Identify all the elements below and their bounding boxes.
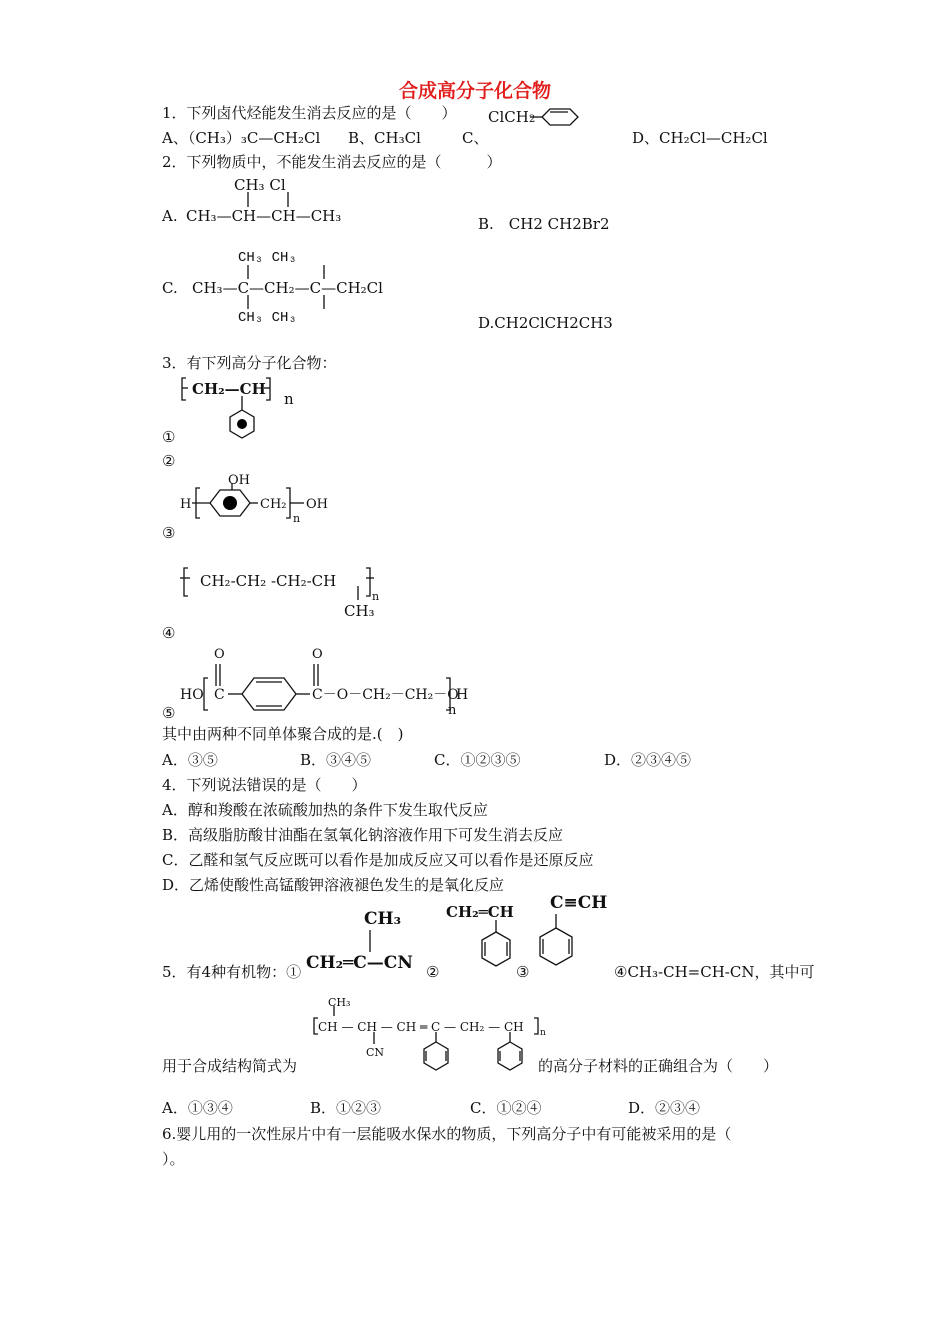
q6-line-2: ）。 <box>162 1150 185 1168</box>
q5-s1-main: CH₂═C—CN <box>306 953 413 973</box>
q3-label-1: ① <box>162 428 176 446</box>
q2-option-c-label: C. <box>162 279 178 297</box>
q3-polymer-5-c1: C <box>214 687 225 703</box>
q4-option-d: D．乙烯使酸性高锰酸钾溶液褪色发生的是氧化反应 <box>162 876 505 894</box>
q5-s2-ring <box>476 920 516 970</box>
q3-polymer-3-oh-top: OH <box>228 473 250 488</box>
q3-polymer-5-ho: HO <box>180 687 204 703</box>
page-title: 合成高分子化合物 <box>398 80 551 102</box>
q5-line2-b: 的高分子材料的正确组合为（ ） <box>538 1057 779 1075</box>
q3-option-a: A．③⑤ <box>162 751 218 769</box>
q2-option-c-bottom: CH₃ CH₃ <box>238 310 297 326</box>
q3-question: 其中由两种不同单体聚合成的是.( ) <box>162 725 404 743</box>
q5-s3-ring <box>536 914 580 970</box>
q1-option-a: A、（CH₃）₃C—CH₂Cl <box>162 129 321 147</box>
q3-polymer-4-main: CH₂-CH₂ -CH₂-CH <box>200 572 337 590</box>
q5-stem: 5．有4种有机物：① <box>162 963 302 981</box>
q4-option-b: B．高级脂肪酸甘油酯在氢氧化钠溶液作用下可发生消去反应 <box>162 826 564 844</box>
q4-stem: 4．下列说法错误的是（ ） <box>162 776 367 794</box>
q5-poly-ch3: CH₃ <box>328 996 351 1009</box>
q5-line2-a: 用于合成结构简式为 <box>162 1057 298 1075</box>
q2-stem: 2．下列物质中，不能发生消去反应的是（ ） <box>162 153 502 171</box>
q3-polymer-3-ch2: CH₂ <box>260 497 287 512</box>
q5-option-a: A．①③④ <box>162 1099 233 1117</box>
q1-struct-label: ClCH <box>488 108 529 126</box>
q3-polymer-5-o-top-2: O <box>312 647 323 662</box>
q3-option-b: B．③④⑤ <box>300 751 372 769</box>
q3-polymer-1-main: CH₂—CH <box>192 380 266 398</box>
q3-polymer-4-n: n <box>372 590 380 603</box>
q5-number-2: ② <box>426 963 440 981</box>
q3-polymer-3-n: n <box>293 512 301 525</box>
q2-option-b: B. CH2 CH2Br2 <box>478 215 610 233</box>
q5-option-c: C．①②④ <box>470 1099 542 1117</box>
q3-polymer-5-n: n <box>448 703 457 718</box>
q1-option-b: B、CH₃Cl <box>348 129 421 147</box>
q5-poly-structure <box>312 1006 552 1074</box>
q1-benzene-ring <box>530 106 586 128</box>
q5-s1-bond <box>366 930 376 954</box>
q3-polymer-5-chain: C－O－CH₂－CH₂－O <box>312 687 459 703</box>
q3-polymer-1-n: n <box>284 390 294 408</box>
q2-option-a-bonds <box>240 192 300 208</box>
q3-polymer-4-sub: CH₃ <box>344 602 375 620</box>
q6-line-1: 6.婴儿用的一次性尿片中有一层能吸水保水的物质，下列高分子中有可能被采用的是（ <box>162 1125 732 1143</box>
q5-s3-main: C≡CH <box>550 893 608 913</box>
q1-option-c: C、 <box>462 129 489 147</box>
q3-label-5: ⑤ <box>162 704 176 722</box>
q3-polymer-5-h: H <box>456 687 469 703</box>
q1-struct-sub: 2 <box>528 114 536 125</box>
q3-stem: 3．有下列高分子化合物： <box>162 354 337 372</box>
q5-number-3: ③ <box>516 963 530 981</box>
q4-option-c: C．乙醛和氢气反应既可以看作是加成反应又可以看作是还原反应 <box>162 851 594 869</box>
q1-option-d: D、CH₂Cl—CH₂Cl <box>632 129 768 147</box>
q3-polymer-5-o-top-1: O <box>214 647 225 662</box>
q2-option-d: D.CH2ClCH2CH3 <box>478 314 613 332</box>
q2-option-c-main: CH₃—C—CH₂—C—CH₂Cl <box>192 279 383 297</box>
q5-poly-main: CH — CH — CH ═ C — CH₂ — CH <box>318 1020 524 1034</box>
q5-poly-cn: CN <box>366 1046 385 1059</box>
q3-polymer-3-oh: OH <box>306 497 328 512</box>
q5-option-b: B．①②③ <box>310 1099 382 1117</box>
q5-option-d: D．②③④ <box>628 1099 701 1117</box>
q3-label-3: ③ <box>162 524 176 542</box>
q1-stem: 1．下列卤代烃能发生消去反应的是（ ） <box>162 104 457 122</box>
q5-s2-main: CH₂═CH <box>446 903 514 921</box>
q3-option-d: D．②③④⑤ <box>604 751 692 769</box>
q2-option-c-top: CH₃ CH₃ <box>238 250 297 266</box>
q3-option-c: C．①②③⑤ <box>434 751 521 769</box>
q2-option-a-main: CH₃—CH—CH—CH₃ <box>186 207 342 225</box>
q5-poly-n: n <box>540 1028 546 1038</box>
q4-option-a: A．醇和羧酸在浓硫酸加热的条件下发生取代反应 <box>162 801 488 819</box>
q1-option-c-structure <box>488 108 535 129</box>
q2-option-a-top: CH₃ Cl <box>234 176 286 194</box>
q3-label-4: ④ <box>162 624 176 642</box>
q5-s1-ch3: CH₃ <box>364 909 402 929</box>
q3-polymer-3-h: H <box>180 497 192 512</box>
q5-option-4-text: ④CH₃-CH=CH-CN，其中可 <box>614 963 815 981</box>
q3-label-2: ② <box>162 452 176 470</box>
q2-option-a-label: A. <box>162 207 178 225</box>
